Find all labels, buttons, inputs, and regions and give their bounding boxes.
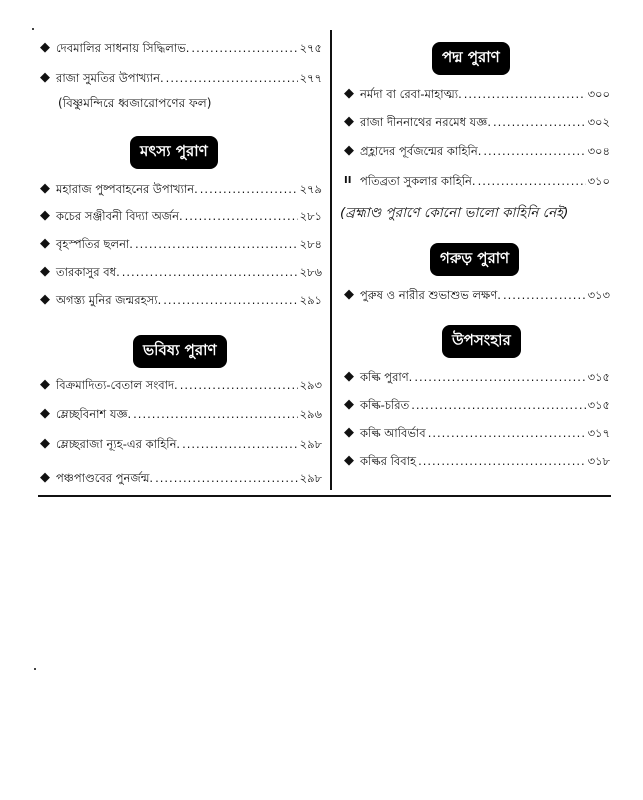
scan-speck — [34, 668, 36, 670]
leader-dots — [155, 467, 298, 489]
diamond-bullet-icon: ◆ — [40, 181, 50, 196]
entry-page: ২৯৮ — [299, 471, 322, 485]
leader-dots — [478, 170, 586, 192]
entry-title: অগস্ত্য মুনির জন্মরহস্য. — [56, 293, 162, 307]
toc-entry — [40, 261, 322, 283]
leader-dots — [191, 37, 297, 59]
toc-entry — [344, 140, 610, 162]
toc-entry — [344, 422, 610, 444]
entry-page: ২৯৮ — [299, 437, 322, 451]
section-heading-matsya: মৎস্য পুরাণ — [130, 136, 218, 169]
diamond-bullet-icon: ◆ — [344, 143, 354, 158]
toc-entry — [344, 83, 610, 105]
toc-entry — [40, 374, 322, 396]
entry-title: বৃহস্পতির ছলনা. — [56, 237, 133, 251]
leader-dots — [483, 140, 585, 162]
toc-entry — [344, 366, 610, 388]
diamond-bullet-icon: ◆ — [344, 114, 354, 129]
section-heading-padma: পদ্ম পুরাণ — [432, 42, 510, 75]
leader-dots — [185, 205, 298, 227]
entry-page: ২৮৪ — [299, 237, 322, 251]
entry-page: ২৮১ — [299, 209, 322, 223]
diamond-bullet-icon: ◆ — [40, 292, 50, 307]
entry-title: বিক্রমাদিত্য-বেতাল সংবাদ. — [56, 378, 178, 392]
toc-entry — [40, 467, 322, 489]
leader-dots — [411, 394, 585, 416]
entry-page: ২৯৬ — [299, 407, 322, 421]
toc-entry — [344, 284, 610, 306]
leader-dots — [464, 83, 586, 105]
diamond-bullet-icon: ◆ — [40, 40, 50, 55]
leader-dots — [135, 233, 298, 255]
diamond-bullet-icon: ◆ — [344, 425, 354, 440]
diamond-bullet-icon: ◆ — [344, 369, 354, 384]
toc-entry — [40, 233, 322, 255]
entry-title: কল্কি পুরাণ. — [360, 370, 413, 384]
leader-dots — [122, 261, 298, 283]
leader-dots — [166, 67, 298, 89]
section-heading-bhavishya: ভবিষ্য পুরাণ — [133, 335, 227, 368]
entry-title: মহারাজ পুষ্পবাহনের উপাখ্যান. — [56, 182, 198, 196]
entry-page: ২৮৬ — [299, 265, 322, 279]
toc-entry — [40, 289, 322, 311]
entry-page: ৩১৫ — [587, 370, 610, 384]
diamond-bullet-icon: ◆ — [40, 70, 50, 85]
entry-title: কল্কি-চরিত — [360, 398, 410, 412]
diamond-bullet-icon: ◆ — [344, 453, 354, 468]
entry-page: ৩১৮ — [587, 454, 610, 468]
entry-title: রাজা দীননাথের নরমেধ যজ্ঞ. — [360, 115, 491, 129]
entry-page: ২৭৯ — [299, 182, 322, 196]
toc-entry — [344, 450, 610, 472]
toc-entry — [40, 205, 322, 227]
column-divider — [330, 30, 332, 490]
toc-entry — [344, 394, 610, 416]
diamond-bullet-icon: ◆ — [40, 236, 50, 251]
diamond-bullet-icon: ◆ — [344, 86, 354, 101]
diamond-bullet-icon: ◆ — [40, 377, 50, 392]
entry-page: ২৯৩ — [299, 378, 322, 392]
entry-page: ২৭৭ — [299, 71, 322, 85]
entry-title: ম্লেচ্ছবিনাশ যজ্ঞ. — [56, 407, 132, 421]
diamond-bullet-icon: ◆ — [40, 470, 50, 485]
entry-page: ৩০০ — [587, 87, 610, 101]
toc-entry — [40, 403, 322, 425]
leader-dots — [503, 284, 586, 306]
entry-title: প্রহ্লাদের পূর্বজন্মের কাহিনি. — [360, 144, 482, 158]
leader-dots — [180, 374, 298, 396]
roman-marker: II — [344, 175, 352, 186]
entry-page: ৩১৫ — [587, 398, 610, 412]
leader-dots — [428, 422, 586, 444]
diamond-bullet-icon: ◆ — [40, 264, 50, 279]
toc-entry — [344, 111, 610, 133]
diamond-bullet-icon: ◆ — [344, 397, 354, 412]
entry-title: তারকাসুর বধ. — [56, 265, 120, 279]
entry-title: কল্কির বিবাহ — [360, 454, 417, 468]
entry-page: ২৯১ — [299, 293, 322, 307]
leader-dots — [200, 178, 298, 200]
entry-page: ৩০৪ — [587, 144, 610, 158]
toc-entry — [40, 67, 322, 89]
entry-title: দেবমালির সাধনায় সিদ্ধিলাভ. — [56, 41, 190, 55]
leader-dots — [163, 289, 297, 311]
entry-title: নর্মদা বা রেবা-মাহাত্ম্য. — [360, 87, 462, 101]
diamond-bullet-icon: ◆ — [344, 287, 354, 302]
toc-entry — [40, 433, 322, 455]
entry-title: ম্লেচ্ছরাজা ন্যূহ-এর কাহিনি. — [56, 437, 181, 451]
scan-speck — [32, 28, 34, 30]
diamond-bullet-icon: ◆ — [40, 436, 50, 451]
bottom-rule — [38, 495, 611, 497]
leader-dots — [493, 111, 586, 133]
section-heading-upasamhar: উপসংহার — [442, 325, 521, 358]
toc-entry — [40, 37, 322, 59]
entry-title: কল্কি আবির্ভাব — [360, 426, 426, 440]
entry-title: পঞ্চপাণ্ডবের পুনর্জন্ম. — [56, 471, 154, 485]
entry-page: ৩১০ — [587, 174, 610, 188]
entry-page: ৩০২ — [587, 115, 610, 129]
entry-page: ৩১৭ — [587, 426, 610, 440]
entry-title: পুরুষ ও নারীর শুভাশুভ লক্ষণ. — [360, 288, 501, 302]
diamond-bullet-icon: ◆ — [40, 406, 50, 421]
entry-title: কচের সঞ্জীবনী বিদ্যা অর্জন. — [56, 209, 183, 223]
toc-entry — [40, 178, 322, 200]
entry-subnote: (বিষ্ণুমন্দিরে ধ্বজারোপণের ফল) — [58, 96, 212, 110]
entry-title: রাজা সুমতির উপাখ্যান. — [56, 71, 164, 85]
toc-entry — [344, 170, 610, 192]
leader-dots — [133, 403, 297, 425]
leader-dots — [182, 433, 298, 455]
leader-dots — [414, 366, 585, 388]
entry-page: ৩১৩ — [587, 288, 610, 302]
leader-dots — [418, 450, 586, 472]
section-note: (ব্রহ্মাণ্ড পুরাণে কোনো ভালো কাহিনি নেই) — [340, 205, 569, 221]
section-heading-garuda: গরুড় পুরাণ — [430, 243, 519, 276]
entry-title: পতিব্রতা সুকলার কাহিনি. — [360, 174, 476, 188]
diamond-bullet-icon: ◆ — [40, 208, 50, 223]
entry-page: ২৭৫ — [299, 41, 322, 55]
